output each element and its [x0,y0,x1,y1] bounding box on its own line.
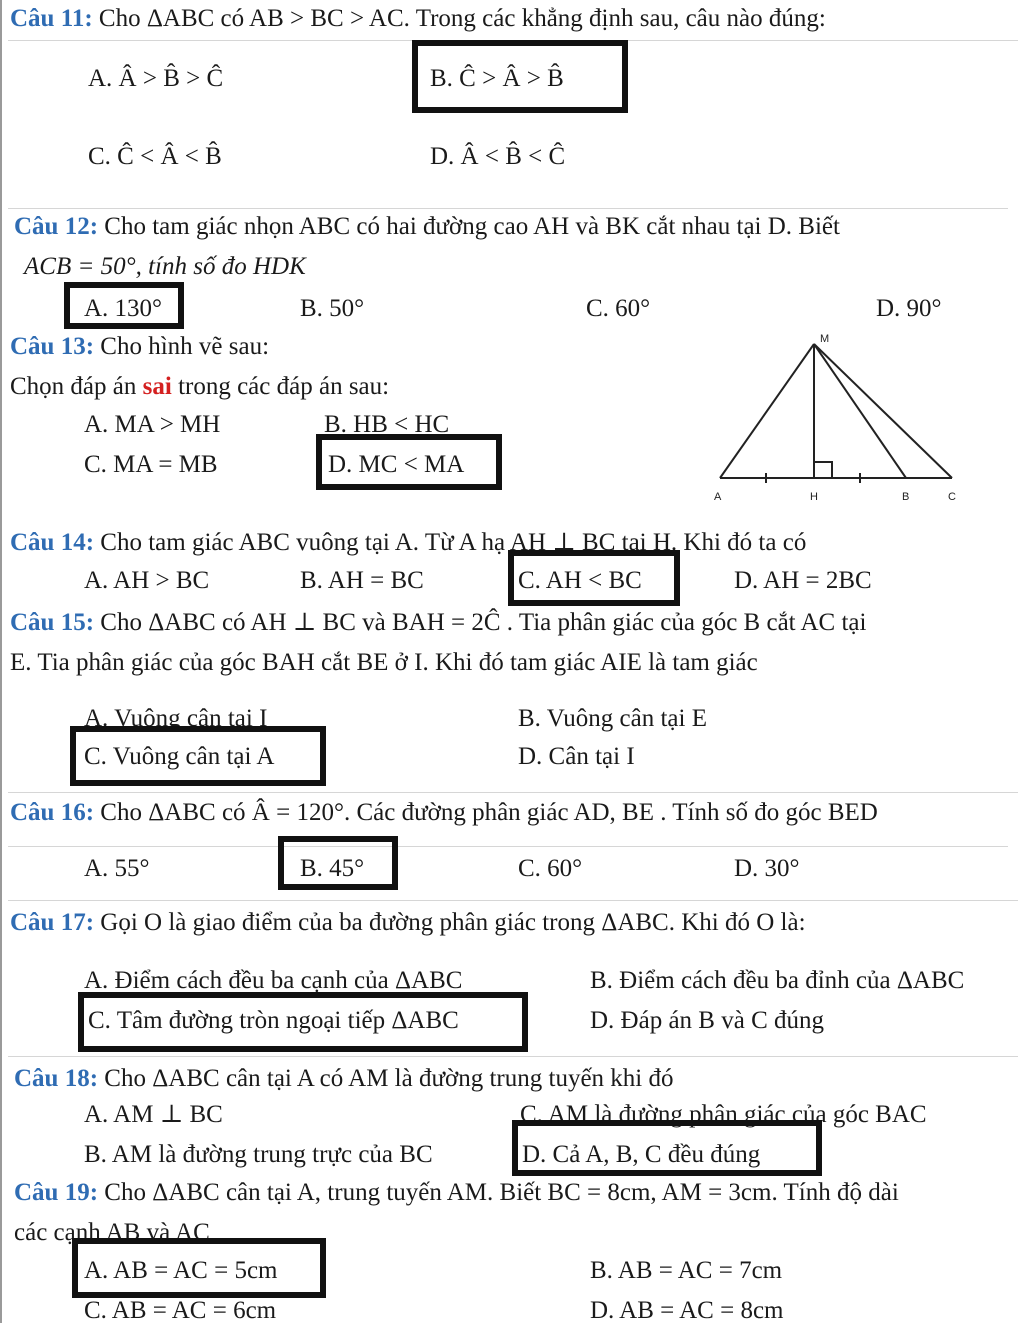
question-14-stem [10,530,806,555]
q19-answer-box [72,1238,326,1298]
q12-option-c[interactable]: C. 60° [586,295,651,322]
instruction-pre: Chọn đáp án [10,373,143,400]
question-16-label: Câu 16: [10,799,95,826]
q19-option-a[interactable]: A. AB = AC = 5cm [84,1257,278,1284]
divider [8,1056,1018,1057]
q18-option-b[interactable]: B. AM là đường trung trực của BC [84,1141,433,1168]
question-17-text: Gọi O là giao điểm của ba đường phân giác trong ΔABC. Khi đó O là: [100,909,806,936]
question-18-text: Cho ΔABC cân tại A có AM là đường trung tuyến khi đó [104,1065,674,1092]
q18-option-a[interactable]: A. AM ⊥ BC [84,1101,223,1128]
q13-option-c[interactable]: C. MA = MB [84,451,218,478]
q18-answer-box [512,1120,822,1176]
q13-answer-box [316,434,502,490]
question-13-stem [10,334,269,359]
question-19-text: Cho ΔABC cân tại A, trung tuyến AM. Biết BC = 8cm, AM = 3cm. Tính độ dài [104,1179,899,1206]
question-14-text: Cho tam giác ABC vuông tại A. Từ A hạ AH ⊥ BC tại H. Khi đó ta có [100,529,807,556]
question-18-label: Câu 18: [14,1065,99,1092]
q19-option-c[interactable]: C. AB = AC = 6cm [84,1297,277,1324]
q11-option-a[interactable]: A. Â > B̂ > Ĉ [88,65,224,92]
q17-option-b[interactable]: B. Điểm cách đều ba đỉnh của ΔABC [590,967,965,994]
question-12-stem [14,214,840,239]
q15-option-c[interactable]: C. Vuông cân tại A [84,743,275,770]
question-16-stem [10,800,878,825]
q12-option-d[interactable]: D. 90° [876,295,942,322]
question-15-label: Câu 15: [10,609,95,636]
q15-answer-box [70,726,326,786]
q13-option-a[interactable]: A. MA > MH [84,411,221,438]
question-12-text2: ACB = 50°, tính số đo HDK [24,253,306,280]
q13-option-b[interactable]: B. HB < HC [324,411,450,438]
question-11-text: Cho ΔABC có AB > BC > AC. Trong các khẳng định sau, câu nào đúng: [98,5,826,32]
divider [8,846,1008,847]
q15-option-a[interactable]: A. Vuông cân tại I [84,705,268,732]
q14-answer-box [508,550,680,606]
q14-option-a[interactable]: A. AH > BC [84,567,210,594]
label-h: H [810,491,818,503]
question-15-text2: E. Tia phân giác của góc BAH cắt BE ở I. Khi đó tam giác AIE là tam giác [10,649,758,676]
q19-option-b[interactable]: B. AB = AC = 7cm [590,1257,783,1284]
question-14-label: Câu 14: [10,529,95,556]
question-19-label: Câu 19: [14,1179,99,1206]
label-a: A [714,491,722,503]
q16-answer-box [278,836,398,890]
question-12-label: Câu 12: [14,213,99,240]
question-15-text: Cho ΔABC có AH ⊥ BC và BAH = 2Ĉ . Tia phân giác của góc B cắt AC tại [100,609,867,636]
question-17-label: Câu 17: [10,909,95,936]
triangle-figure [706,330,966,512]
divider [8,208,1008,209]
question-16-text: Cho ΔABC có Â = 120°. Các đường phân giác AD, BE . Tính số đo góc BED [100,799,878,826]
q18-option-d[interactable]: D. Cả A, B, C đều đúng [522,1141,761,1168]
right-angle-mark [814,462,832,478]
segment-mb [814,344,906,478]
q17-answer-box [78,992,528,1052]
q19-option-d[interactable]: D. AB = AC = 8cm [590,1297,784,1324]
q17-option-a[interactable]: A. Điểm cách đều ba cạnh của ΔABC [84,967,463,994]
q12-option-b[interactable]: B. 50° [300,295,365,322]
q11-answer-box [412,40,628,113]
q14-option-d[interactable]: D. AH = 2BC [734,567,872,594]
q17-option-d[interactable]: D. Đáp án B và C đúng [590,1007,824,1034]
q18-option-c[interactable]: C. AM là đường phân giác của góc BAC [520,1101,927,1128]
q15-option-d[interactable]: D. Cân tại I [518,743,635,770]
question-15-stem [10,610,866,635]
q16-option-b[interactable]: B. 45° [300,855,365,882]
question-11-stem [10,6,826,31]
q14-option-c[interactable]: C. AH < BC [518,567,642,594]
question-13-text: Cho hình vẽ sau: [100,333,270,360]
q15-option-b[interactable]: B. Vuông cân tại E [518,705,707,732]
page-left-border [0,0,2,1323]
instruction-post: trong các đáp án sau: [171,373,390,400]
q12-option-a[interactable]: A. 130° [84,295,163,322]
q17-option-c[interactable]: C. Tâm đường tròn ngoại tiếp ΔABC [88,1007,459,1034]
question-17-stem [10,910,806,935]
divider [8,900,1018,901]
q11-option-d[interactable]: D. Â < B̂ < Ĉ [430,143,566,170]
question-11-label: Câu 11: [10,5,93,32]
label-b: B [902,491,910,503]
q16-option-a[interactable]: A. 55° [84,855,150,882]
q11-option-b[interactable]: B. Ĉ > Â > B̂ [430,65,564,92]
q16-option-c[interactable]: C. 60° [518,855,583,882]
q16-option-d[interactable]: D. 30° [734,855,800,882]
q11-option-c[interactable]: C. Ĉ < Â < B̂ [88,143,222,170]
segment-mc [814,344,952,478]
q12-answer-box [64,282,184,329]
question-13-instruction [10,374,389,399]
q13-option-d[interactable]: D. MC < MA [328,451,465,478]
question-13-label: Câu 13: [10,333,95,360]
label-c: C [948,491,956,503]
question-12-text: Cho tam giác nhọn ABC có hai đường cao AH và BK cắt nhau tại D. Biết [104,213,840,240]
instruction-emphasis: sai [142,373,172,400]
question-18-stem [14,1066,674,1091]
q14-option-b[interactable]: B. AH = BC [300,567,424,594]
label-m: M [820,333,830,345]
question-19-text2: các cạnh AB và AC [14,1219,210,1246]
question-19-stem [14,1180,899,1205]
divider [8,792,1018,793]
segment-ma [720,344,814,478]
